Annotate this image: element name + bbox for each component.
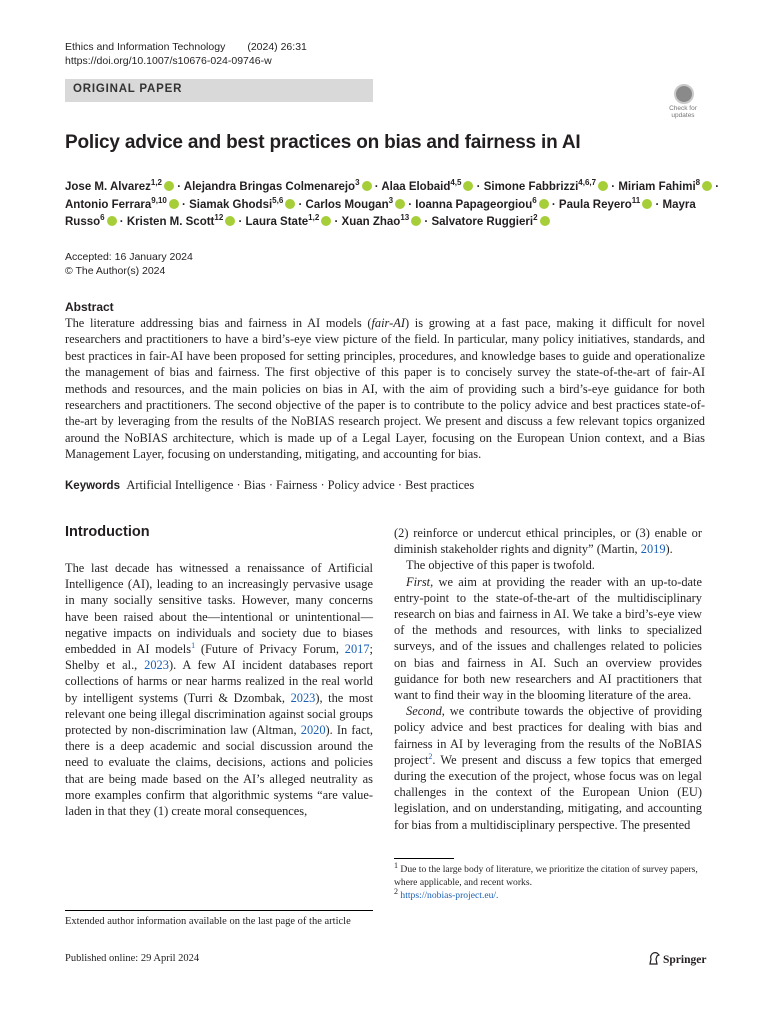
keywords-label: Keywords (65, 480, 120, 492)
intro-paragraph-3: First, we aim at providing the reader with an up-to-date entry-point to the state-of-the-art of the multidisciplinary research on bias and fairness in AI. We take a bird’s-eye view of the methods and resources, with links to specialized surveys, and of the issues and challenges related to policies on bias and fairness in AI. Such an overview provides guidance for both new researchers and AI practitioners that want to find their way in the blooming literature of the area. (394, 574, 702, 703)
author-affiliation: 3 (388, 195, 394, 205)
paper-type-band (65, 79, 373, 102)
footnote-1: $^1$ Due to the large body of literature, we prioritize the citation of survey papers, where applicable, and recent works. (394, 860, 698, 888)
dates-block (65, 250, 193, 278)
published-date: Published online: 29 April 2024 (65, 953, 200, 964)
nobias-link[interactable]: https://nobias-project.eu/. (400, 890, 499, 901)
author-affiliation: 1,2 (308, 213, 320, 223)
introduction-heading: Introduction (65, 524, 150, 540)
journal-volume: (2024) 26:31 (247, 41, 307, 53)
orcid-icon[interactable] (411, 216, 421, 226)
abstract-heading: Abstract (65, 300, 114, 314)
orcid-icon[interactable] (642, 199, 652, 209)
author-affiliation: 4,5 (450, 178, 462, 188)
orcid-icon[interactable] (463, 181, 473, 191)
check-updates-label: Check for updates (669, 105, 697, 119)
journal-name: Ethics and Information Technology (65, 41, 226, 53)
intro-paragraph-continued: (2) reinforce or undercut ethical principles, or (3) enable or diminish stakeholder rights and dignity” (Martin, 2019). (394, 526, 702, 557)
author-name[interactable]: Mayra Russo (65, 198, 696, 228)
author-name[interactable]: Salvatore Ruggieri (431, 216, 534, 228)
abstract-section (65, 300, 705, 463)
footnotes (394, 860, 702, 902)
footnote-ref-1[interactable]: 1 (191, 640, 196, 650)
author-affiliation: 9,10 (151, 195, 167, 205)
orcid-icon[interactable] (598, 181, 608, 191)
author-affiliation: 12 (214, 213, 224, 223)
intro-paragraph-2: The objective of this paper is twofold. (406, 558, 595, 573)
orcid-icon[interactable] (285, 199, 295, 209)
check-updates-icon (674, 84, 694, 104)
intro-paragraph-4: Second, we contribute towards the objective of providing policy advice and best practices for dealing with bias and fairness in AI by leveraging from the results of the NoBIAS project$^2$. We present and discuss a few topics that emerged during the execution of the project, whose focus was on legal challenges in the context of the European Union (EU) legislation, and on understanding, mitigating, and accounting for bias from a multidisciplinary perspective. The presented (394, 704, 702, 832)
author-affiliation: 2 (533, 213, 538, 223)
citation-link[interactable]: 2023 (290, 690, 316, 705)
author-affiliation: 6 (100, 213, 105, 223)
author-affiliation: 3 (355, 178, 360, 188)
orcid-icon[interactable] (540, 216, 550, 226)
paper-type-label: ORIGINAL PAPER (73, 83, 183, 95)
citation-link[interactable]: 2023 (144, 658, 169, 673)
check-updates-badge[interactable] (664, 84, 702, 124)
author-name[interactable]: Alaa Elobaid (381, 181, 451, 193)
citation-link[interactable]: 2017 (344, 642, 370, 657)
author-name[interactable]: Paula Reyero (558, 198, 632, 211)
extended-info-divider (65, 910, 373, 911)
keywords-line (65, 478, 705, 493)
extended-author-info: Extended author information available on the last page of the article (65, 916, 351, 927)
footnote-ref-2[interactable]: 2 (428, 751, 433, 761)
author-name[interactable]: Simone Fabbrizzi (483, 181, 579, 193)
orcid-icon[interactable] (362, 181, 372, 191)
orcid-icon[interactable] (169, 199, 179, 209)
author-name[interactable]: Antonio Ferrara (65, 198, 152, 211)
copyright-notice: © The Author(s) 2024 (65, 265, 166, 277)
orcid-icon[interactable] (164, 181, 174, 191)
publisher-logo (648, 951, 706, 966)
orcid-icon[interactable] (539, 199, 549, 209)
author-name[interactable]: Kristen M. Scott (126, 216, 215, 228)
orcid-icon[interactable] (702, 181, 712, 191)
author-name[interactable]: Miriam Fahimi (618, 181, 696, 193)
publisher-name: Springer (663, 954, 707, 966)
author-affiliation: 13 (400, 213, 410, 223)
author-affiliation: 1,2 (150, 178, 162, 188)
author-name[interactable]: Laura State (245, 216, 309, 228)
abstract-text: The literature addressing bias and fairness in AI models (fair-AI) is growing at a fast pace, making it difficult for novel researchers and practitioners to have a bird’s-eye view picture of the field. In particular, many policy initiatives, standards, and best practices in fair-AI have been proposed for setting principles, procedures, and knowledge bases to guide and operationalize the management of bias and fairness. The first objective of this paper is to concisely survey the state-of-the-art of fair-AI methods and resources, and the main policies on bias in AI, with the aim of providing such a bird’s-eye guidance for both researchers and practitioners. The second objective of the paper is to contribute to the policy advice and best practices state-of-the-art by leveraging from the results of the NoBIAS research project. We present and discuss a few relevant topics organized around the NoBIAS architecture, which is made up of a Legal Layer, focusing on the European Union context, and a Bias Management Layer, focusing on understanding, mitigating, and accounting for bias. (65, 316, 705, 462)
author-name[interactable]: Xuan Zhao (341, 216, 401, 228)
accepted-date: Accepted: 16 January 2024 (65, 251, 193, 263)
author-affiliation: 8 (695, 178, 701, 188)
footnote-divider (394, 858, 454, 859)
springer-horse-icon (648, 951, 660, 965)
author-list: Jose M. Alvarez$^{1,2}$ · Alejandra Bringas Colmenarejo$^3$ · Alaa Elobaid$^{4,5}$ · Simone Fabbrizzi$^{4,6,7}$ · Miriam Fahimi$^8$ · Antonio Ferrara$^{9,10}$ · Siamak Ghodsi$^{5,6}$ · Carlos Mougan$^3$ · Ioanna Papageorgiou$^6$ · Paula Reyero$^{11}$ · Mayra Russo$^6$ · Kristen M. Scott$^{12}$ · Laura State$^{1,2}$ · Xuan Zhao$^{13}$ · Salvatore Ruggieri$^2$ (65, 178, 720, 228)
doi-link[interactable]: https://doi.org/10.1007/s10676-024-09746-w (65, 55, 272, 67)
body-column-left (65, 560, 373, 819)
paper-title: Policy advice and best practices on bias and fairness in AI (65, 132, 581, 153)
orcid-icon[interactable] (225, 216, 235, 226)
author-name[interactable]: Carlos Mougan (305, 198, 389, 211)
journal-header (65, 40, 307, 68)
footnote-2: $^2$ https://nobias-project.eu/. (394, 886, 499, 901)
keywords-text: Artificial Intelligence · Bias · Fairness · Policy advice · Best practices (126, 478, 475, 492)
intro-paragraph-1: The last decade has witnessed a renaissance of Artificial Intelligence (AI), leading to an increasingly pervasive usage in many socially sensitive tasks. However, many concerns have been raised about the—intentional or unintentional—negative impacts on individuals and society due to biases embedded in AI models$^1$ (Future of Privacy Forum, 2017; Shelby et al., 2023). A few AI incident databases report collections of harms or near harms realized in the real world by intelligent systems (Turri & Dzombak, 2023), the most relevant one being illegal discrimination against social groups protected by non-discrimination law (Altman, 2020). In fact, there is a deep academic and social discussion around the need to evaluate the claims, decisions, actions and policies that are being made based on the AI’s alleged neutrality as more examples confirm that algorithmic systems “are value-laden in that they (1) create moral consequences, (65, 561, 374, 819)
author-name[interactable]: Siamak Ghodsi (189, 198, 273, 211)
body-column-right (394, 525, 702, 833)
author-affiliation: 11 (631, 195, 641, 205)
citation-link[interactable]: 2019 (640, 542, 666, 557)
orcid-icon[interactable] (395, 199, 405, 209)
orcid-icon[interactable] (107, 216, 117, 226)
citation-link[interactable]: 2020 (300, 723, 326, 738)
author-name[interactable]: Ioanna Papageorgiou (415, 198, 533, 211)
author-name[interactable]: Alejandra Bringas Colmenarejo (183, 181, 356, 193)
orcid-icon[interactable] (321, 216, 331, 226)
author-affiliation: 5,6 (272, 195, 284, 205)
author-affiliation: 6 (532, 195, 537, 205)
author-name[interactable]: Jose M. Alvarez (65, 181, 151, 193)
author-affiliation: 4,6,7 (578, 178, 597, 188)
